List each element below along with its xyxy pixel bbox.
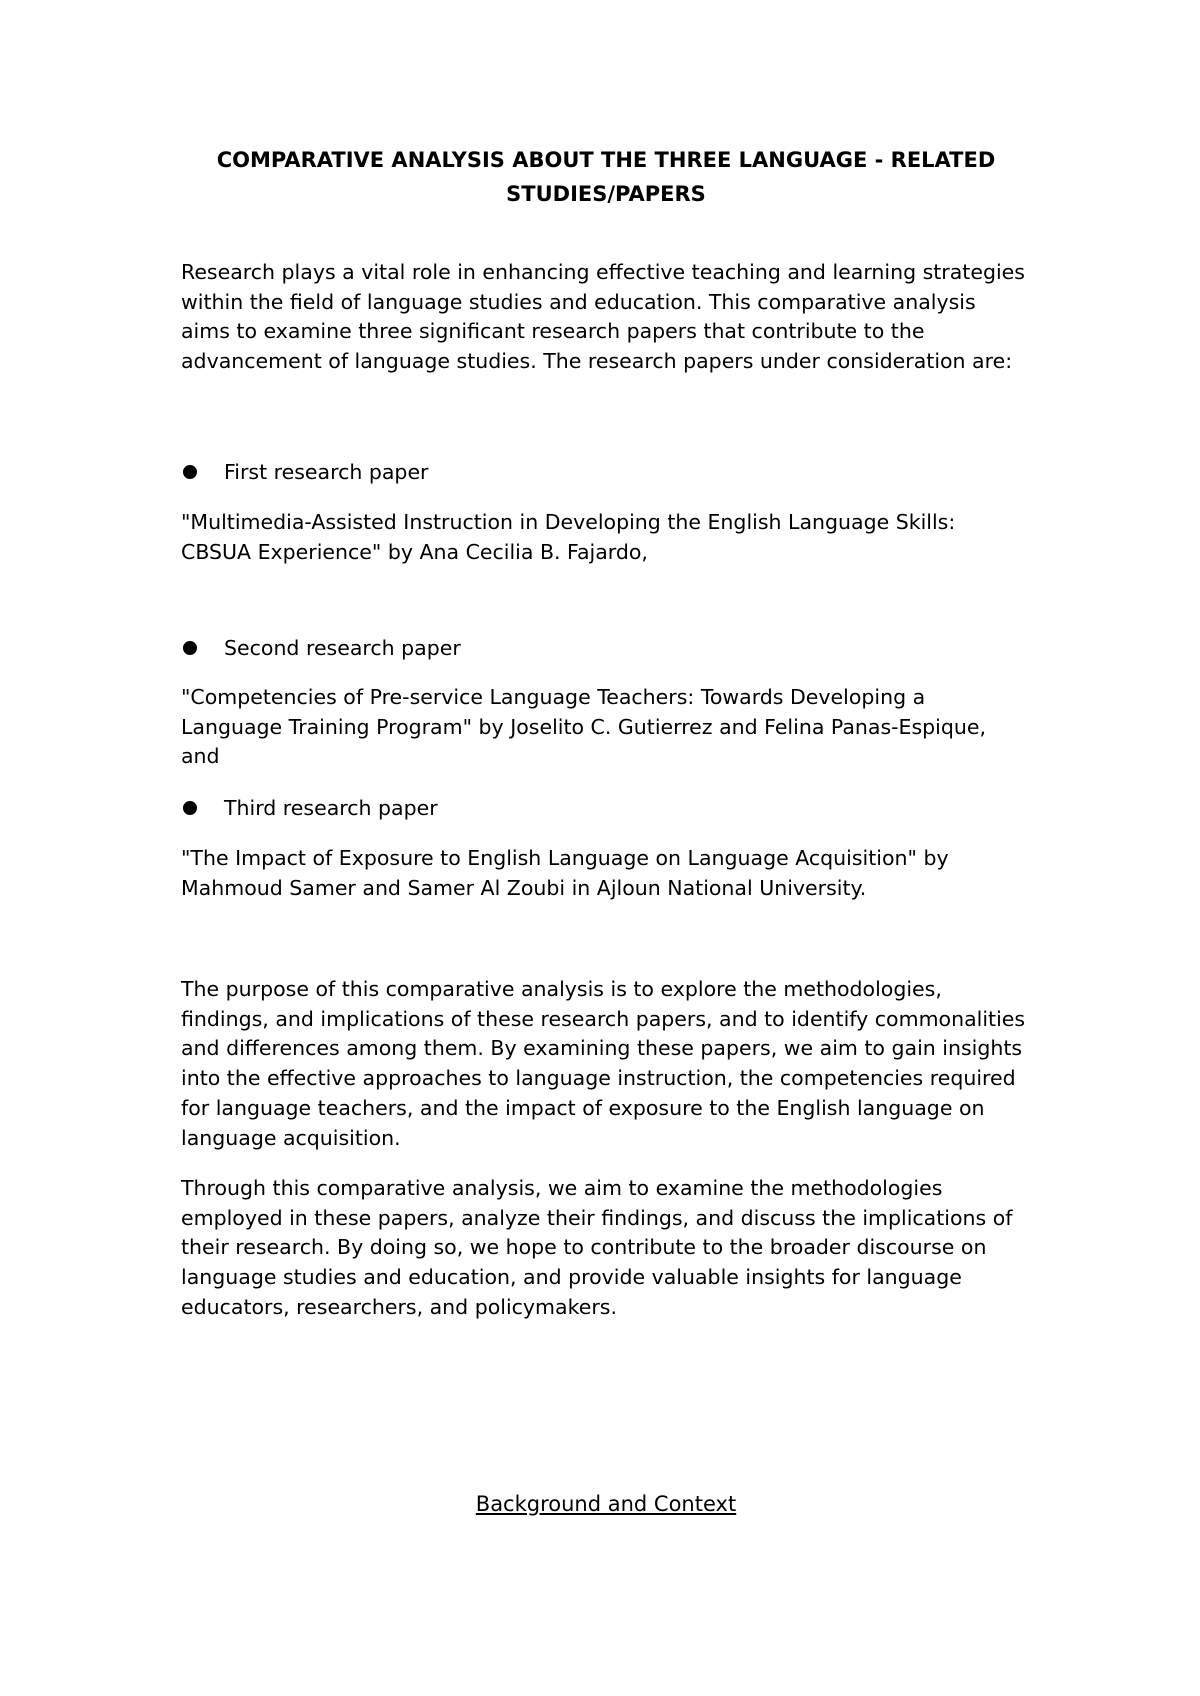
list-item-paper-2 bbox=[181, 633, 1031, 663]
list-item-paper-3 bbox=[181, 793, 1031, 823]
section-heading-background: Background and Context bbox=[475, 1492, 737, 1516]
document-title: COMPARATIVE ANALYSIS ABOUT THE THREE LANGUAGE - RELATED STUDIES/PAPERS bbox=[216, 148, 996, 206]
paper-2-label: Second research paper bbox=[224, 636, 461, 660]
paper-3-description: "The Impact of Exposure to English Language on Language Acquisition" by Mahmoud Samer and Samer Al Zoubi in Ajloun National University. bbox=[181, 846, 949, 900]
paper-1-label: First research paper bbox=[224, 460, 429, 484]
paper-2-description: "Competencies of Pre-service Language Teachers: Towards Developing a Language Training Program" by Joselito C. Gutierrez and Felina Panas-Espique, and bbox=[181, 685, 987, 769]
intro-paragraph: Research plays a vital role in enhancing effective teaching and learning strategies within the field of language studies and education. This comparative analysis aims to examine three significant research papers that contribute to the advancement of language studies. The research papers under consideration are: bbox=[181, 260, 1025, 374]
paper-3-label: Third research paper bbox=[224, 796, 438, 820]
list-item-paper-1 bbox=[181, 457, 1031, 487]
bullet-icon bbox=[183, 641, 197, 655]
bullet-icon bbox=[183, 801, 197, 815]
purpose-paragraph: The purpose of this comparative analysis is to explore the methodologies, findings, and implications of these research papers, and to identify commonalities and differences among them. By examining these papers, we aim to gain insights into the effective approaches to language instruction, the competencies required for language teachers, and the impact of exposure to the English language on language acquisition. bbox=[181, 977, 1026, 1150]
paper-1-description: "Multimedia-Assisted Instruction in Developing the English Language Skills: CBSUA Experience" by Ana Cecilia B. Fajardo, bbox=[181, 510, 956, 564]
bullet-icon bbox=[183, 465, 197, 479]
through-paragraph: Through this comparative analysis, we aim to examine the methodologies employed in these papers, analyze their findings, and discuss the implications of their research. By doing so, we hope to contribute to the broader discourse on language studies and education, and provide valuable insights for language educators, researchers, and policymakers. bbox=[181, 1176, 1013, 1319]
